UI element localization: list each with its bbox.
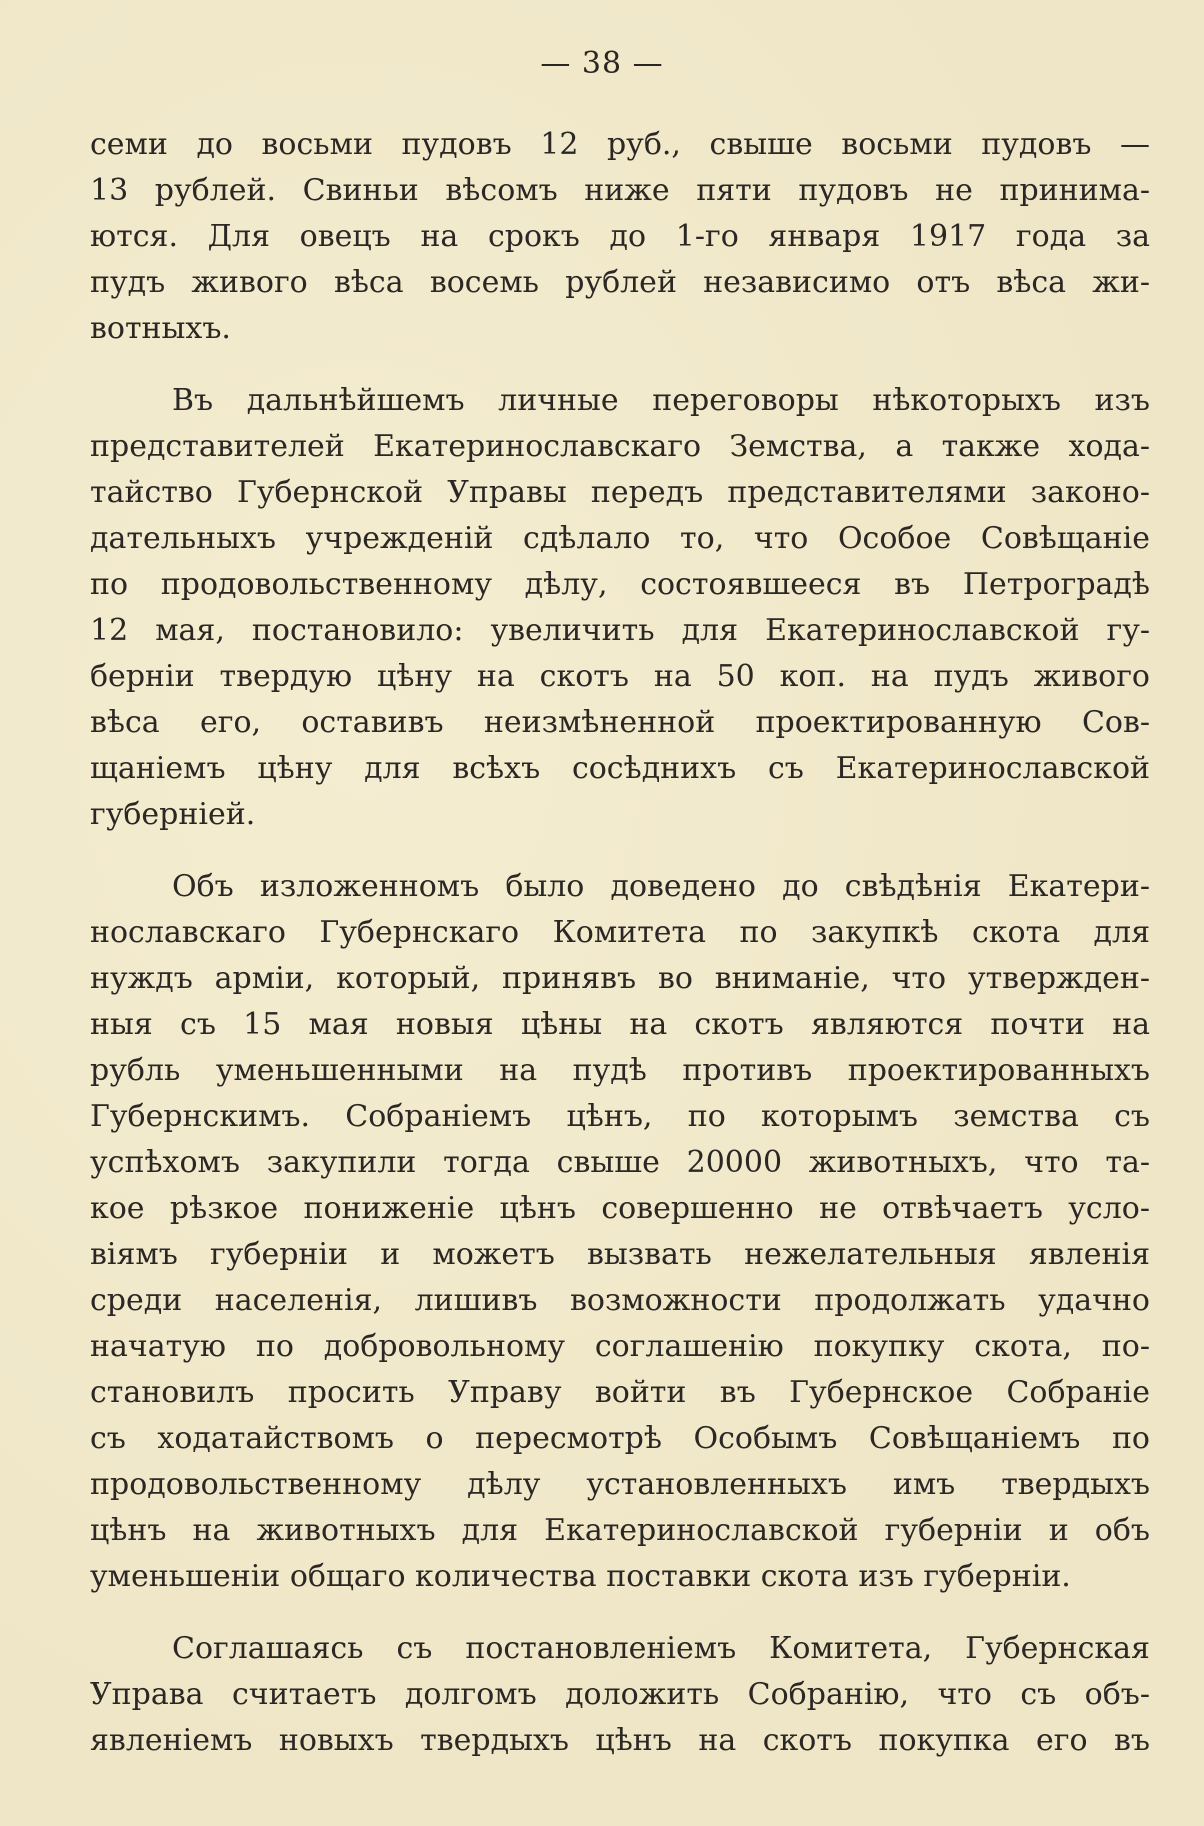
paragraph-gap [90,1600,1150,1626]
text-line: рубль уменьшенными на пудѣ противъ проектированныхъ [90,1053,1150,1088]
text-line: ныя съ 15 мая новыя цѣны на скотъ являются почти на [90,1007,1150,1042]
text-line: берніи твердую цѣну на скотъ на 50 коп. на пудъ живого [90,659,1150,694]
paragraph [90,378,1150,838]
text-line: віямъ губерніи и можетъ вызвать нежелательныя явленія [90,1237,1150,1272]
paragraph-gap [90,838,1150,864]
text-line: семи до восьми пудовъ 12 руб., свыше восьми пудовъ — [90,127,1150,162]
text-line: дательныхъ учрежденій сдѣлало то, что Особое Совѣщаніе [90,521,1150,556]
text-line: Губернскимъ. Собраніемъ цѣнъ, по которымъ земства съ [90,1099,1150,1134]
text-line: кое рѣзкое пониженіе цѣнъ совершенно не отвѣчаетъ усло- [90,1191,1150,1226]
text-line: становилъ просить Управу войти въ Губернское Собраніе [90,1375,1150,1410]
text-line: Управа считаетъ долгомъ доложить Собранію, что съ объ- [90,1677,1150,1712]
page-number: — 38 — [540,46,664,81]
text-line: представителей Екатеринославскаго Земства, а также хода- [90,429,1150,464]
text-line: вѣса его, оставивъ неизмѣненной проектированную Сов- [90,705,1150,740]
text-line: съ ходатайствомъ о пересмотрѣ Особымъ Совѣщаніемъ по [90,1421,1150,1456]
text-line: губерніей. [90,797,256,832]
body-text [90,122,1150,1764]
text-line: начатую по добровольному соглашенію покупку скота, по- [90,1329,1150,1364]
text-line: успѣхомъ закупили тогда свыше 20000 животныхъ, что та- [90,1145,1150,1180]
text-line: щаніемъ цѣну для всѣхъ сосѣднихъ съ Екатеринославской [90,751,1150,786]
text-line: Въ дальнѣйшемъ личные переговоры нѣкоторыхъ изъ [172,383,1150,418]
text-line: среди населенія, лишивъ возможности продолжать удачно [90,1283,1150,1318]
text-line: вотныхъ. [90,311,231,346]
text-line: уменьшеніи общаго количества поставки скота изъ губерніи. [90,1559,1071,1594]
text-line: по продовольственному дѣлу, состоявшееся въ Петроградѣ [90,567,1150,602]
text-line: продовольственному дѣлу установленныхъ имъ твердыхъ [90,1467,1150,1502]
text-line: Объ изложенномъ было доведено до свѣдѣнія Екатери- [172,869,1150,904]
paragraph [90,122,1150,352]
text-line: нославскаго Губернскаго Комитета по закупкѣ скота для [90,915,1150,950]
text-line: 12 мая, постановило: увеличить для Екатеринославской гу- [90,613,1150,648]
text-line: цѣнъ на животныхъ для Екатеринославской губерніи и объ [90,1513,1150,1548]
text-line: ются. Для овецъ на срокъ до 1-го января 1917 года за [90,219,1150,254]
text-line: нуждъ арміи, который, принявъ во вниманіе, что утвержден- [90,961,1150,996]
text-line: пудъ живого вѣса восемь рублей независимо отъ вѣса жи- [90,265,1150,300]
text-line: 13 рублей. Свиньи вѣсомъ ниже пяти пудовъ не принима- [90,173,1150,208]
text-line: явленіемъ новыхъ твердыхъ цѣнъ на скотъ покупка его въ [90,1723,1150,1758]
paragraph-gap [90,352,1150,378]
paragraph [90,864,1150,1600]
text-line: тайство Губернской Управы передъ представителями законо- [90,475,1150,510]
text-line: Соглашаясь съ постановленіемъ Комитета, Губернская [172,1631,1150,1666]
paragraph [90,1626,1150,1764]
